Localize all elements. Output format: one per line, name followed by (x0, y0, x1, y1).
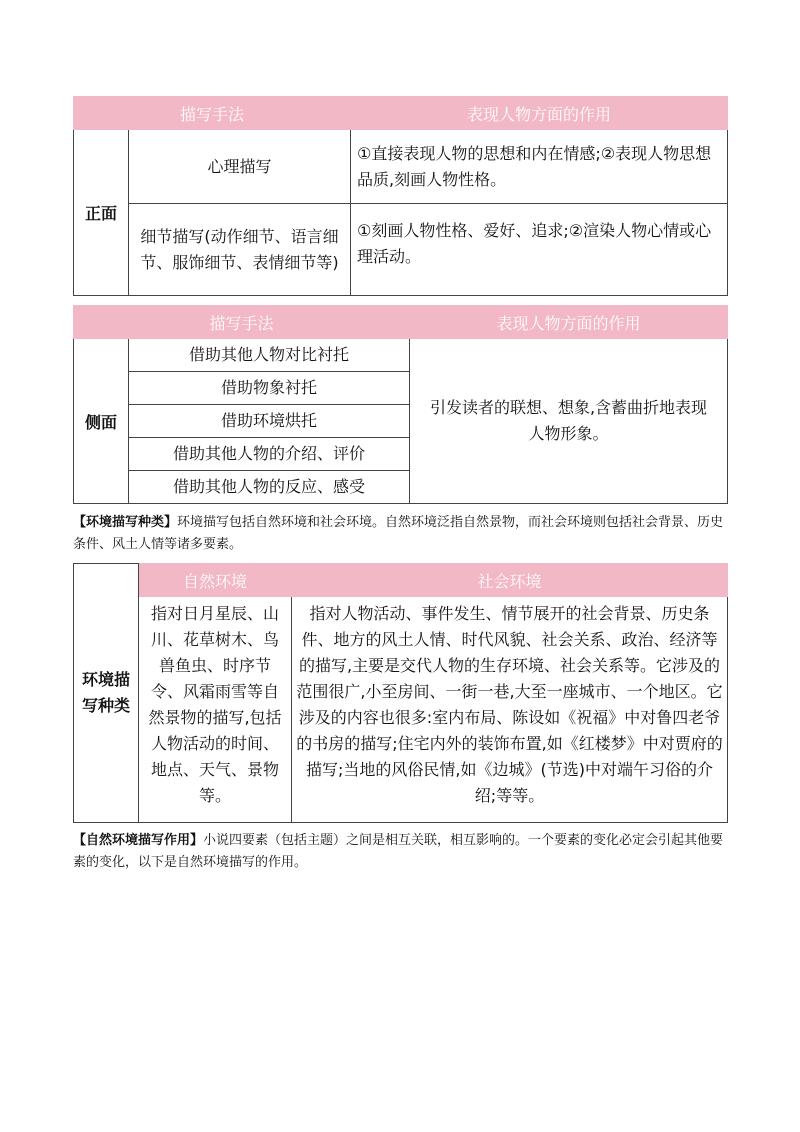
table2-side-label: 侧面 (74, 339, 129, 504)
paragraph-natural-environment-effect-label: 【自然环境描写作用】 (73, 833, 204, 848)
paragraph-natural-environment-effect (73, 830, 729, 874)
table2-method-4: 借助其他人物的介绍、评价 (129, 438, 410, 471)
table3-social-text: 指对人物活动、事件发生、情节展开的社会背景、历史条件、地方的风土人情、时代风貌、社会关系、政治、经济等的描写,主要是交代人物的生存环境、社会关系等。它涉及的范围很广,小至房间、一街一巷,大至一座城市、一个地区。它涉及的内容也很多:室内布局、陈设如《祝福》中对鲁四老爷的书房的描写;住宅内外的装饰布置,如《红楼梦》中对贾府的描写;当地的风俗民情,如《边城》(节选)中对端午习俗的介绍;等等。 (292, 597, 728, 823)
table1-row1-method: 心理描写 (129, 130, 351, 204)
table1-side-label: 正面 (74, 130, 129, 296)
table2-method-3: 借助环境烘托 (129, 405, 410, 438)
table1-header-effect: 表现人物方面的作用 (351, 97, 728, 130)
table1-row2-method: 细节描写(动作细节、语言细节、服饰细节、表情细节等) (129, 204, 351, 296)
table3-side-label: 环境描写种类 (74, 564, 139, 823)
table2-header-effect: 表现人物方面的作用 (410, 306, 728, 339)
paragraph-environment-types-text: 环境描写包括自然环境和社会环境。自然环境泛指自然景物，而社会环境则包括社会背景、历史条件、风土人情等诸多要素。 (73, 515, 724, 552)
table2-effect: 引发读者的联想、想象,含蓄曲折地表现人物形象。 (410, 339, 728, 504)
table2-header-method: 描写手法 (74, 306, 410, 339)
table2-method-5: 借助其他人物的反应、感受 (129, 471, 410, 504)
table2-method-2: 借助物象衬托 (129, 372, 410, 405)
table3-natural-text: 指对日月星辰、山川、花草树木、鸟兽鱼虫、时序节令、风霜雨雪等自然景物的描写,包括人物活动的时间、地点、天气、景物等。 (139, 597, 292, 823)
table3-header-natural: 自然环境 (139, 564, 292, 597)
table1-row1-effect: ①直接表现人物的思想和内在情感;②表现人物思想品质,刻画人物性格。 (351, 130, 728, 204)
table-indirect-description (73, 305, 728, 504)
table-environment-types (73, 563, 728, 823)
paragraph-environment-types-label: 【环境描写种类】 (73, 515, 178, 530)
table1-row2-effect: ①刻画人物性格、爱好、追求;②渲染人物心情或心理活动。 (351, 204, 728, 296)
paragraph-natural-environment-effect-text: 小说四要素（包括主题）之间是相互关联，相互影响的。一个要素的变化必定会引起其他要素的变化，以下是自然环境描写的作用。 (73, 833, 724, 870)
paragraph-environment-types (73, 512, 729, 556)
table3-header-social: 社会环境 (292, 564, 728, 597)
table2-method-1: 借助其他人物对比衬托 (129, 339, 410, 372)
table-frontal-description (73, 96, 728, 296)
table1-header-method: 描写手法 (74, 97, 351, 130)
